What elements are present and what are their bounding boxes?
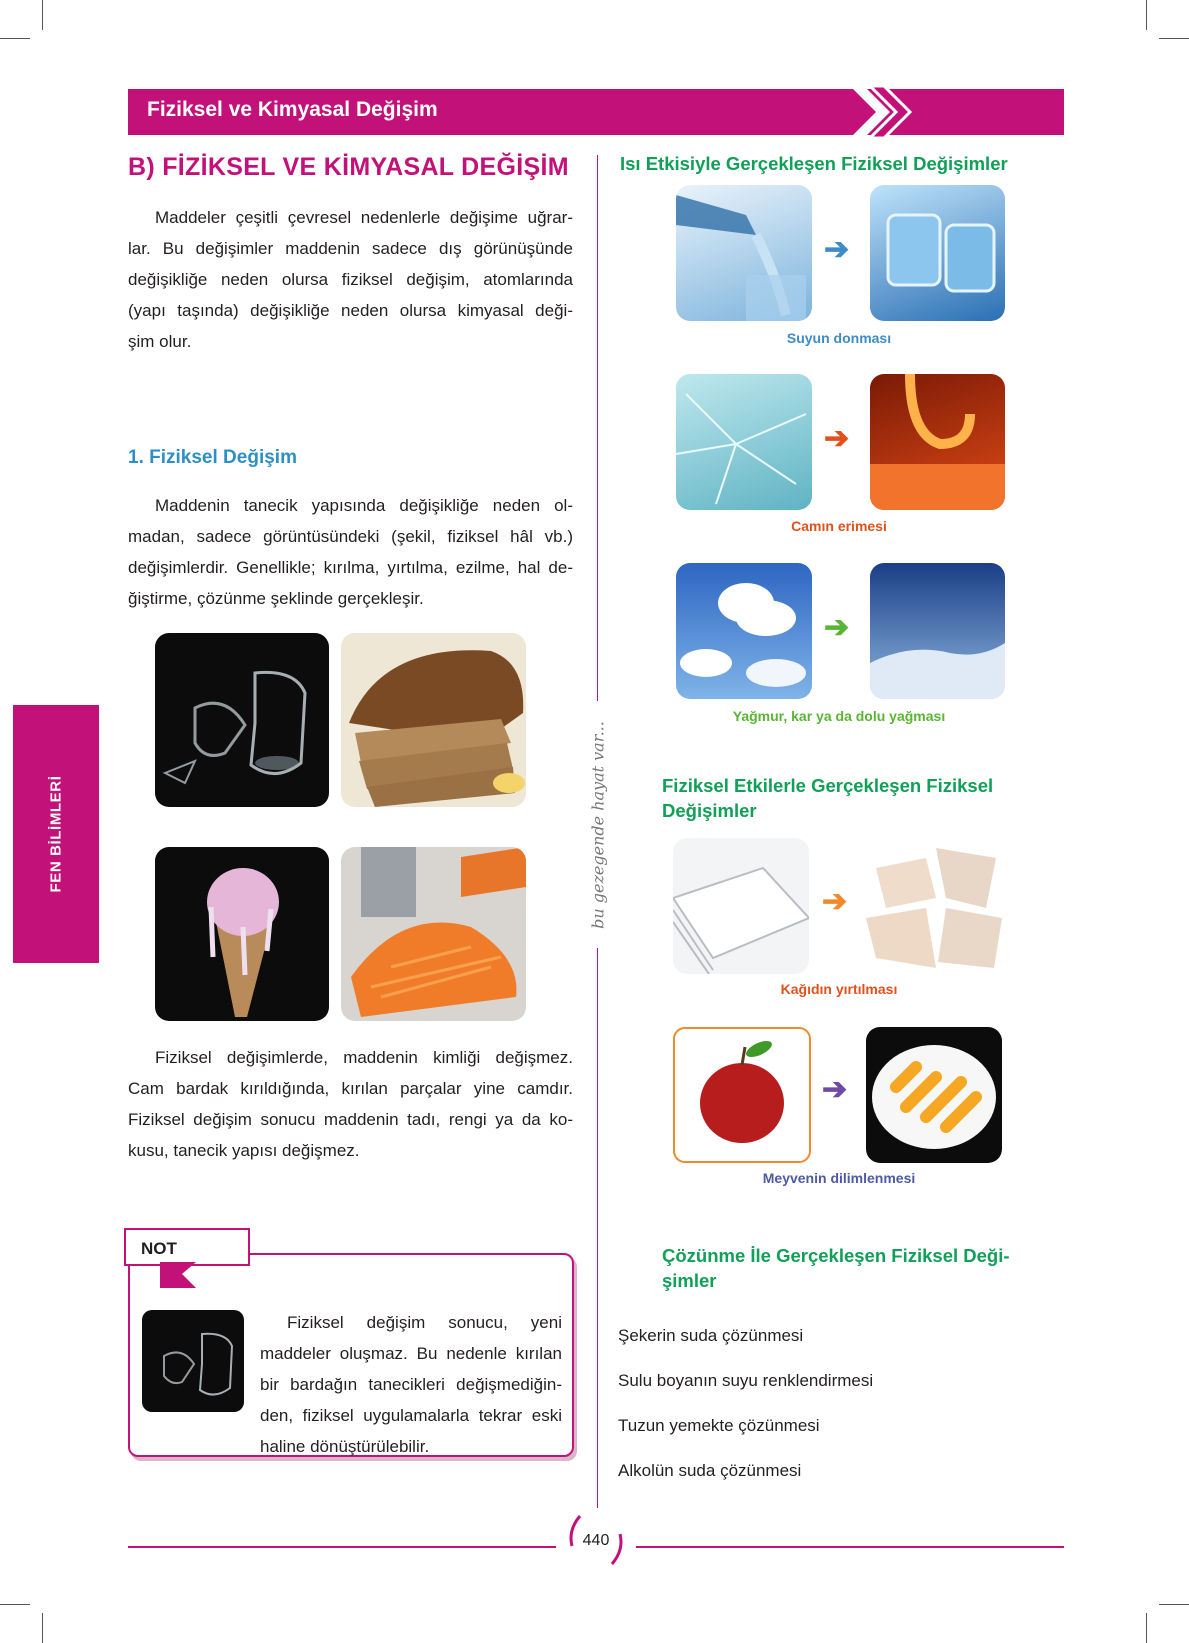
subsection-title: 1. Fiziksel Değişim xyxy=(128,447,297,468)
arrow-right-icon: ➔ xyxy=(822,885,848,918)
sliced-fruit-photo xyxy=(866,1027,1002,1163)
dissolution-item: Alkolün suda çözünmesi xyxy=(618,1461,802,1480)
text-line: Cam bardak kırıldığında, kırılan parçalar yine camdır. xyxy=(128,1079,573,1098)
ice-cubes-photo xyxy=(870,185,1005,321)
caption-melt: Camın erimesi xyxy=(791,518,887,534)
text-line: Fiziksel değişim sonucu maddenin tadı, rengi ya da ko- xyxy=(128,1110,573,1129)
identity-paragraph xyxy=(128,1042,573,1166)
text-line: lar. Bu değişimler maddenin sadece dış görünüşünde xyxy=(128,239,573,258)
motto-text: bu gezegende hayat var... xyxy=(588,721,608,929)
text-line: bir bardağın tanecikleri değişmediğin- xyxy=(260,1375,562,1394)
grated-carrot-photo xyxy=(341,847,526,1021)
note-label: NOT xyxy=(141,1239,177,1258)
text-line: ğiştirme, çözünme şeklinde gerçekleşir. xyxy=(128,589,424,608)
physical-effects-title xyxy=(662,773,993,823)
title-line: Değişimler xyxy=(662,800,757,821)
text-line: değişikliğe neden olursa fiziksel değişim, atomlarında xyxy=(128,270,573,289)
note-text xyxy=(260,1307,562,1462)
arrow-right-icon: ➔ xyxy=(824,611,850,644)
text-line: Maddenin tanecik yapısında değişikliğe neden ol- xyxy=(155,496,573,515)
ribbon-tail-icon xyxy=(160,1262,200,1290)
broken-glass-thumbnail xyxy=(142,1310,244,1412)
definition-paragraph xyxy=(128,490,573,614)
dissolution-title xyxy=(662,1243,1010,1293)
text-line: haline dönüştürülebilir. xyxy=(260,1437,430,1456)
column-divider xyxy=(597,948,598,1508)
broken-glass-photo xyxy=(155,633,329,807)
section-title: B) FİZİKSEL VE KİMYASAL DEĞİŞİM xyxy=(128,153,569,181)
bread-photo xyxy=(341,633,526,807)
torn-paper-photo xyxy=(866,838,1002,974)
caption-freeze: Suyun donması xyxy=(786,330,892,346)
dissolution-item: Sulu boyanın suyu renklendirmesi xyxy=(618,1371,874,1390)
molten-glass-photo xyxy=(870,374,1005,510)
arrow-right-icon: ➔ xyxy=(824,422,850,455)
dissolution-item: Tuzun yemekte çözünmesi xyxy=(618,1416,820,1435)
paper-stack-photo xyxy=(673,838,809,974)
title-line: Çözünme İle Gerçekleşen Fiziksel Deği- xyxy=(662,1245,1010,1266)
side-tab-label: FEN BİLİMLERİ xyxy=(47,775,65,893)
heat-changes-title: Isı Etkisiyle Gerçekleşen Fiziksel Değişimler xyxy=(620,153,1008,174)
text-line: değişimlerdir. Genellikle; kırılma, yırtılma, ezilme, hal de- xyxy=(128,558,573,577)
cracked-glass-photo xyxy=(676,374,812,510)
clouds-photo xyxy=(676,563,812,699)
caption-rain: Yağmur, kar ya da dolu yağması xyxy=(732,708,946,724)
water-pour-photo xyxy=(676,185,812,321)
dissolution-item: Şekerin suda çözünmesi xyxy=(618,1326,804,1345)
caption-paper: Kağıdın yırtılması xyxy=(780,981,898,997)
text-line: den, fiziksel uygulamalarla tekrar eski xyxy=(260,1406,562,1425)
caption-fruit: Meyvenin dilimlenmesi xyxy=(762,1170,916,1186)
text-line: kusu, tanecik yapısı değişmez. xyxy=(128,1141,360,1160)
column-divider xyxy=(597,155,598,701)
text-line: Fiziksel değişimlerde, maddenin kimliği değişmez. xyxy=(155,1048,573,1067)
title-line: Fiziksel Etkilerle Gerçekleşen Fiziksel xyxy=(662,775,994,796)
text-line: madan, sadece görüntüsündeki (şekil, fiziksel hâl vb.) xyxy=(128,527,573,546)
ice-cream-photo xyxy=(155,847,329,1021)
title-line: şimler xyxy=(662,1270,717,1291)
intro-paragraph xyxy=(128,202,573,357)
text-line: şim olur. xyxy=(128,332,192,351)
arrow-right-icon: ➔ xyxy=(824,233,850,266)
snow-storm-photo xyxy=(870,563,1005,699)
arrow-right-icon: ➔ xyxy=(822,1073,848,1106)
footer-rule xyxy=(128,1546,556,1548)
header-title: Fiziksel ve Kimyasal Değişim xyxy=(147,98,438,121)
footer-rule xyxy=(636,1546,1064,1548)
chevron-right-icon xyxy=(850,84,920,140)
text-line: (yapı taşında) değişikliğe neden olursa kimyasal deği- xyxy=(128,301,573,320)
text-line: Maddeler çeşitli çevresel nedenlerle değişime uğrar- xyxy=(155,208,573,227)
page-number: 440 xyxy=(582,1532,610,1549)
text-line: maddeler oluşmaz. Bu nedenle kırılan xyxy=(260,1344,562,1363)
text-line: Fiziksel değişim sonucu, yeni xyxy=(287,1313,562,1332)
apple-photo xyxy=(673,1027,811,1163)
